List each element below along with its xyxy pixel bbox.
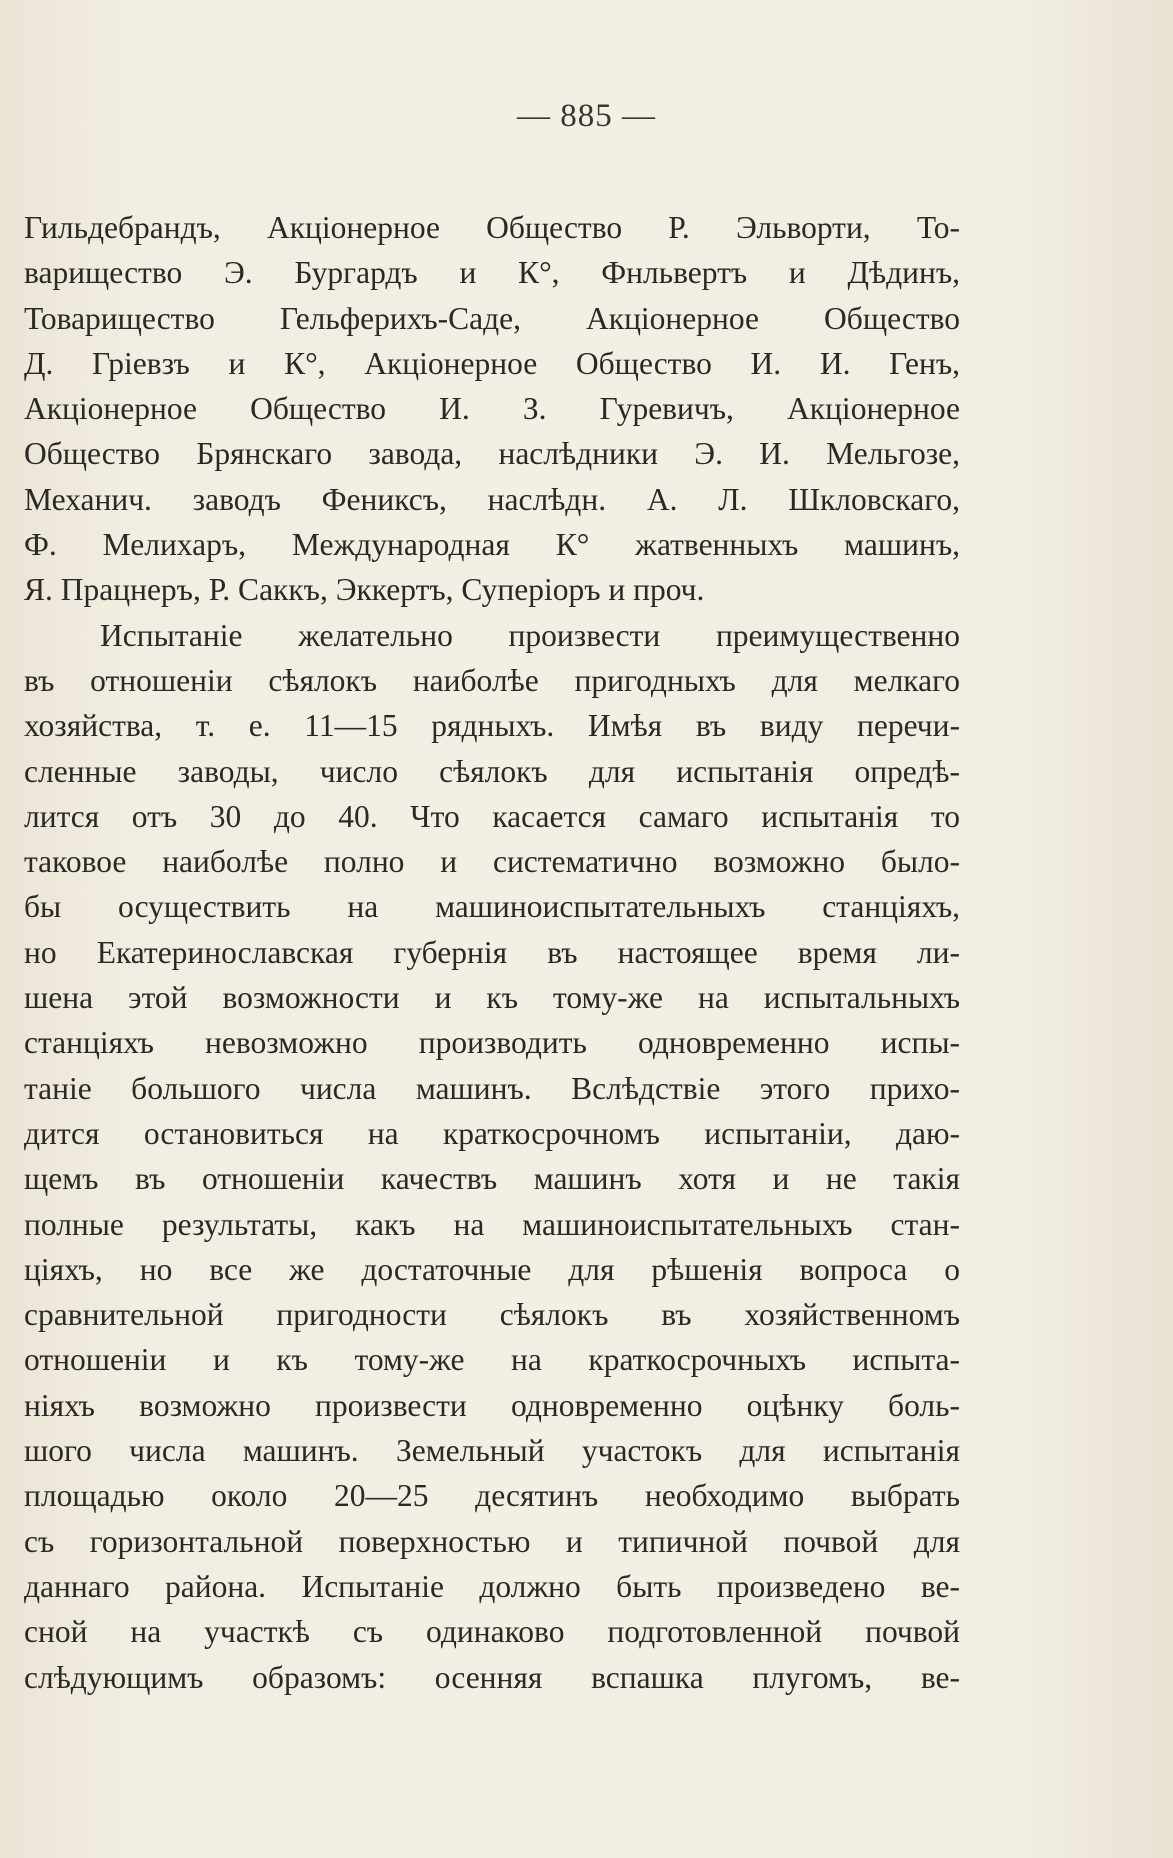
text-line: таковое наиболѣе полно и систематично возможно было- [24,844,960,880]
text-line: станціяхъ невозможно производить одновременно испы- [24,1025,960,1061]
text-line: шого числа машинъ. Земельный участокъ для испытанія [24,1433,960,1469]
text-line: полные результаты, какъ на машиноиспытательныхъ стан- [24,1206,960,1242]
text-line: Д. Гріевзъ и К°, Акціонерное Общество И. И. Генъ, [24,345,960,381]
text-line: лится отъ 30 до 40. Что касается самаго испытанія то [24,798,960,834]
text-line: Ф. Мелихаръ, Международная К° жатвенныхъ машинъ, [24,527,960,563]
text-line: варищество Э. Бургардъ и К°, Фнльвертъ и Дѣдинъ, [24,255,960,291]
text-line: въ отношеніи сѣялокъ наиболѣе пригодныхъ для мелкаго [24,662,960,698]
text-line: таніе большого числа машинъ. Вслѣдствіе этого прихо- [24,1070,960,1106]
text-line: Акціонерное Общество И. З. Гуревичъ, Акціонерное [24,391,960,427]
text-line: Гильдебрандъ, Акціонерное Общество Р. Эльворти, То- [24,210,960,245]
text-line: сравнительной пригодности сѣялокъ въ хозяйственномъ [24,1297,960,1333]
page-number: — 885 — [517,98,656,134]
text-line: ціяхъ, но все же достаточные для рѣшенія вопроса о [24,1251,960,1287]
text-line: площадью около 20—25 десятинъ необходимо выбрать [24,1478,960,1514]
text-line: Товарищество Гельферихъ-Саде, Акціонерное Общество [24,300,960,336]
text-line: хозяйства, т. е. 11—15 рядныхъ. Имѣя въ виду перечи- [24,708,960,744]
text-line: дится остановиться на краткосрочномъ испытаніи, даю- [24,1115,960,1151]
text-line: Общество Брянскаго завода, наслѣдники Э. И. Мельгозе, [24,436,960,472]
text-line: съ горизонтальной поверхностью и типичной почвой для [24,1523,960,1559]
text-line: бы осуществить на машиноиспытательныхъ станціяхъ, [24,889,960,925]
text-line: щемъ въ отношеніи качествъ машинъ хотя и не такія [24,1161,960,1197]
text-line: даннаго района. Испытаніе должно быть произведено ве- [24,1568,960,1604]
text-line: Я. Працнеръ, Р. Саккъ, Эккертъ, Суперіоръ и проч. [24,572,705,608]
text-line: сленные заводы, число сѣялокъ для испытанія опредѣ- [24,753,960,789]
text-line: сной на участкѣ съ одинаково подготовленной почвой [24,1614,960,1650]
text-line: шена этой возможности и къ тому-же на испытальныхъ [24,980,960,1016]
text-line: Испытаніе желательно произвести преимущественно [100,617,960,653]
body-text [24,205,960,1700]
text-line: отношеніи и къ тому-же на краткосрочныхъ испыта- [24,1342,960,1378]
text-line: ніяхъ возможно произвести одновременно оцѣнку боль- [24,1387,960,1423]
text-line: Механич. заводъ Фениксъ, наслѣдн. А. Л. Шкловскаго, [24,481,960,517]
text-line: но Екатеринославская губернія въ настоящее время ли- [24,934,960,970]
text-line: слѣдующимъ образомъ: осенняя вспашка плугомъ, ве- [24,1659,960,1695]
